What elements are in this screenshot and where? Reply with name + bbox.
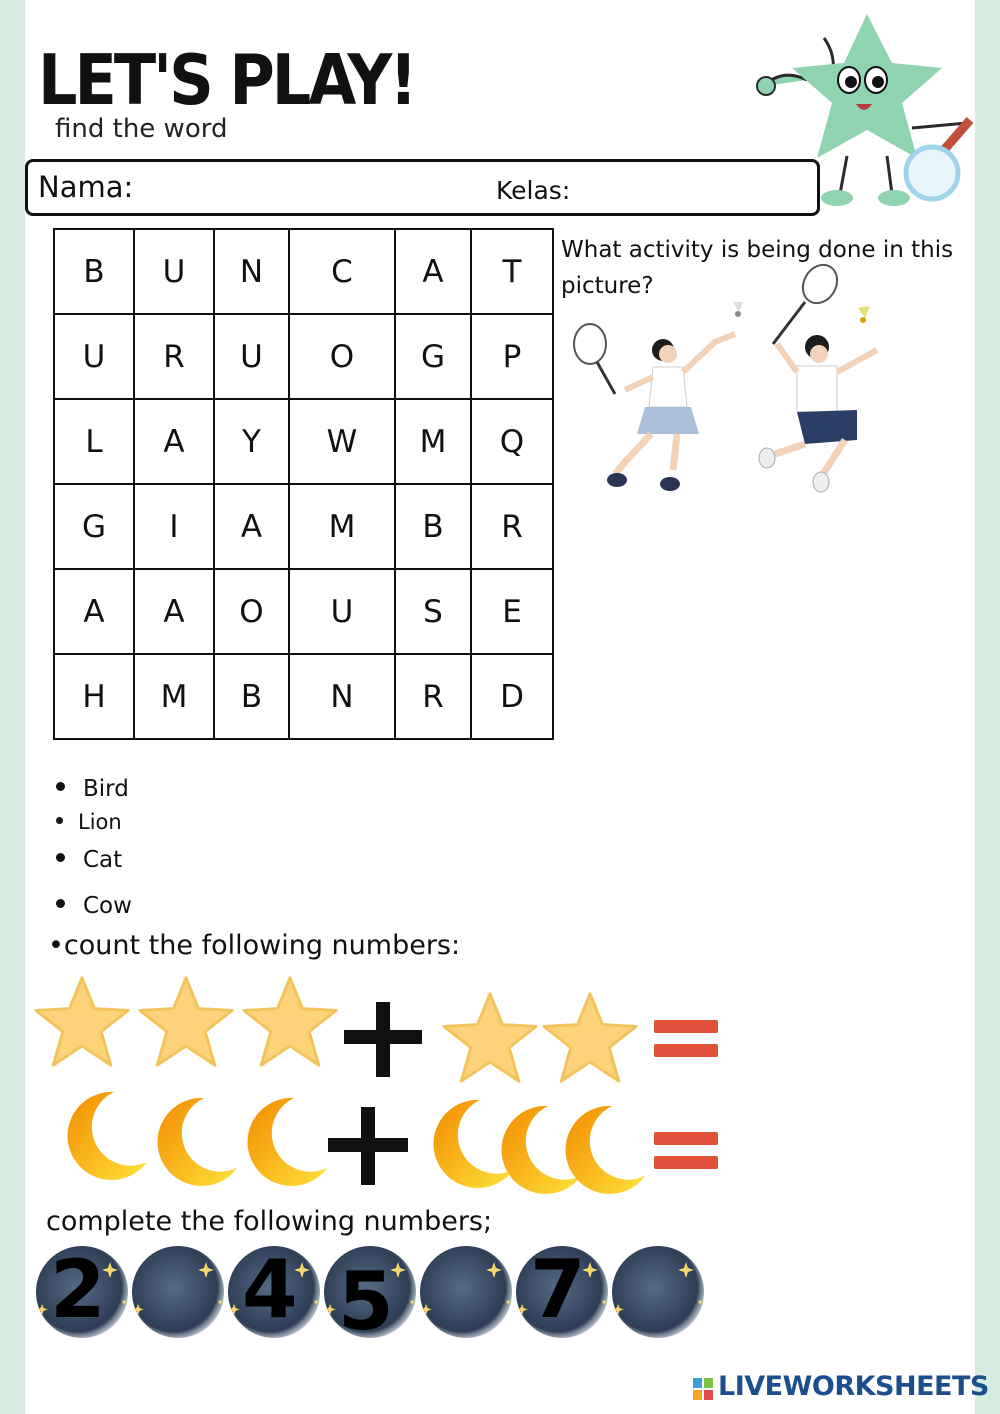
- sequence-number-label: 7: [530, 1243, 586, 1336]
- list-item: Lion: [56, 810, 122, 834]
- grid-cell[interactable]: L: [54, 399, 134, 484]
- grid-cell[interactable]: N: [289, 654, 395, 739]
- liveworksheets-brand: LIVEWORKSHEETS: [718, 1371, 989, 1402]
- sequence-blank[interactable]: [416, 1242, 516, 1342]
- star-icon: [544, 994, 636, 1081]
- grid-cell[interactable]: D: [471, 654, 553, 739]
- grid-cell[interactable]: M: [289, 484, 395, 569]
- night-circle-icon: [608, 1242, 708, 1342]
- equals-icon: [654, 1132, 718, 1169]
- grid-cell[interactable]: U: [289, 569, 395, 654]
- grid-cell[interactable]: C: [289, 229, 395, 314]
- sequence-blank[interactable]: [608, 1242, 708, 1342]
- grid-row: [54, 654, 553, 739]
- star-icon: [36, 978, 128, 1065]
- grid-cell[interactable]: N: [214, 229, 289, 314]
- name-class-box[interactable]: [25, 159, 820, 216]
- plus-icon: [344, 1002, 422, 1077]
- moon-icon: [68, 1092, 147, 1180]
- sequence-number-label: 2: [50, 1243, 106, 1336]
- grid-cell[interactable]: G: [395, 314, 471, 399]
- list-item: Bird: [56, 776, 129, 802]
- grid-cell[interactable]: R: [471, 484, 553, 569]
- grid-cell[interactable]: M: [395, 399, 471, 484]
- sequence-number: [512, 1242, 612, 1342]
- list-item: Cow: [56, 893, 132, 919]
- bullet-icon: [56, 817, 63, 824]
- equals-icon: [654, 1020, 718, 1057]
- grid-cell[interactable]: G: [54, 484, 134, 569]
- grid-cell[interactable]: I: [134, 484, 214, 569]
- sequence-number: [32, 1242, 132, 1342]
- moon-icon: [566, 1106, 645, 1194]
- activity-question: What activity is being done in this picture?: [561, 237, 954, 299]
- grid-cell[interactable]: Q: [471, 399, 553, 484]
- grid-cell[interactable]: A: [54, 569, 134, 654]
- star-icon: [244, 978, 336, 1065]
- grid-cell[interactable]: O: [289, 314, 395, 399]
- moon-icon: [158, 1098, 237, 1186]
- plus-icon: [328, 1107, 408, 1185]
- bullet-icon: [56, 899, 65, 908]
- night-circle-icon: [416, 1242, 516, 1342]
- bullet-icon: [56, 853, 65, 862]
- grid-cell[interactable]: Y: [214, 399, 289, 484]
- sequence-number: [320, 1242, 420, 1348]
- grid-row: [54, 314, 553, 399]
- page-subtitle: find the word: [55, 114, 228, 144]
- grid-cell[interactable]: B: [54, 229, 134, 314]
- list-item: Cat: [56, 847, 122, 873]
- count-instruction: •count the following numbers:: [48, 930, 461, 961]
- class-label: Kelas:: [496, 176, 571, 205]
- grid-cell[interactable]: O: [214, 569, 289, 654]
- grid-cell[interactable]: B: [214, 654, 289, 739]
- grid-cell[interactable]: A: [214, 484, 289, 569]
- grid-row: [54, 399, 553, 484]
- moon-icon: [248, 1098, 327, 1186]
- word-search-grid: [53, 228, 554, 740]
- grid-cell[interactable]: U: [134, 229, 214, 314]
- grid-cell[interactable]: S: [395, 569, 471, 654]
- grid-cell[interactable]: B: [395, 484, 471, 569]
- badminton-players-illustration: [565, 262, 895, 497]
- star-icon: [444, 994, 536, 1081]
- name-label: Nama:: [38, 170, 134, 204]
- counting-equations: [30, 972, 730, 1202]
- night-circle-icon: [128, 1242, 228, 1342]
- liveworksheets-logo-icon: [693, 1378, 713, 1400]
- star-icon: [140, 978, 232, 1065]
- sequence-number-label: 4: [242, 1243, 298, 1336]
- grid-cell[interactable]: U: [54, 314, 134, 399]
- grid-cell[interactable]: R: [134, 314, 214, 399]
- grid-cell[interactable]: T: [471, 229, 553, 314]
- page-title: LET'S PLAY!: [38, 39, 415, 122]
- grid-cell[interactable]: E: [471, 569, 553, 654]
- grid-cell[interactable]: M: [134, 654, 214, 739]
- sequence-number: [224, 1242, 324, 1342]
- grid-cell[interactable]: P: [471, 314, 553, 399]
- grid-row: [54, 229, 553, 314]
- grid-row: [54, 484, 553, 569]
- grid-cell[interactable]: A: [134, 399, 214, 484]
- number-sequence: [32, 1242, 712, 1347]
- grid-cell[interactable]: H: [54, 654, 134, 739]
- bullet-icon: [56, 782, 65, 791]
- grid-cell[interactable]: A: [134, 569, 214, 654]
- grid-cell[interactable]: A: [395, 229, 471, 314]
- grid-cell[interactable]: R: [395, 654, 471, 739]
- moon-icon: [434, 1100, 513, 1188]
- sequence-blank[interactable]: [128, 1242, 228, 1342]
- sequence-number-label: 5: [338, 1255, 394, 1348]
- grid-row: [54, 569, 553, 654]
- grid-cell[interactable]: W: [289, 399, 395, 484]
- complete-instruction: complete the following numbers;: [46, 1206, 493, 1237]
- grid-cell[interactable]: U: [214, 314, 289, 399]
